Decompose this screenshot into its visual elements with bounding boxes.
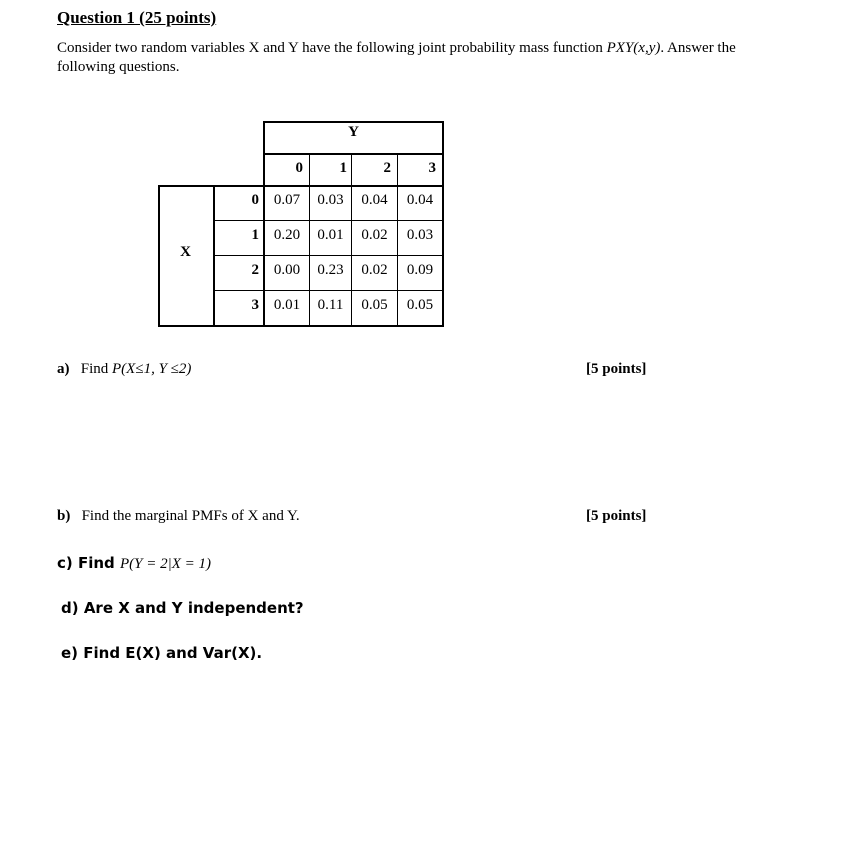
col-header: 1 (339, 160, 347, 176)
question-c-expr: P(Y = 2|X = 1) (120, 556, 212, 572)
table-cell: 0.23 (317, 262, 344, 278)
row-header: 2 (251, 262, 259, 278)
table-cell: 0.09 (406, 262, 434, 278)
question-a-text: Find (80, 361, 113, 377)
row-header: 0 (251, 192, 259, 208)
question-a-label: a) (57, 361, 70, 377)
grid-hline-1 (214, 220, 443, 221)
table-cell: 0.01 (317, 227, 344, 243)
question-b (57, 508, 300, 525)
question-intro (57, 39, 777, 77)
question-b-text: Find the marginal PMFs of X and Y. (81, 508, 300, 524)
table-cell: 0.02 (361, 262, 388, 278)
table-cell: 0.04 (406, 192, 434, 208)
y-variable-label: Y (348, 124, 359, 140)
question-a (57, 361, 191, 378)
table-cell: 0.05 (361, 297, 388, 313)
question-b-points: [5 points] (586, 508, 647, 524)
table-cell: 0.00 (273, 262, 301, 278)
col-header: 2 (383, 160, 391, 176)
table-cell: 0.20 (273, 227, 301, 243)
question-a-expr: P(X≤1, Y ≤2) (112, 361, 192, 377)
question-b-label: b) (57, 508, 71, 524)
table-cell: 0.02 (361, 227, 388, 243)
table-cell: 0.07 (273, 192, 301, 208)
row-header: 3 (251, 297, 259, 313)
pmf-notation: PXY(x,y) (606, 40, 661, 56)
row-header: 1 (251, 227, 259, 243)
question-title: Question 1 (25 points) (57, 8, 217, 27)
intro-text-after: . Answer the following questions. (57, 40, 736, 75)
grid-hline-2 (214, 255, 443, 256)
question-c (57, 554, 211, 573)
grid-hline-3 (214, 290, 443, 291)
table-cell: 0.01 (273, 297, 301, 313)
question-c-text: c) Find (57, 554, 120, 572)
question-a-points: [5 points] (586, 361, 647, 377)
x-variable-label: X (180, 244, 191, 260)
table-cell: 0.05 (406, 297, 434, 313)
table-cell: 0.11 (317, 297, 344, 313)
table-cell: 0.03 (406, 227, 434, 243)
table-cell: 0.04 (361, 192, 388, 208)
question-e: e) Find E(X) and Var(X). (61, 644, 263, 662)
col-header: 0 (295, 160, 303, 176)
question-d: d) Are X and Y independent? (61, 599, 304, 617)
col-header: 3 (428, 160, 436, 176)
table-cell: 0.03 (317, 192, 344, 208)
intro-text-before: Consider two random variables X and Y have the following joint probability mass function (57, 40, 607, 56)
